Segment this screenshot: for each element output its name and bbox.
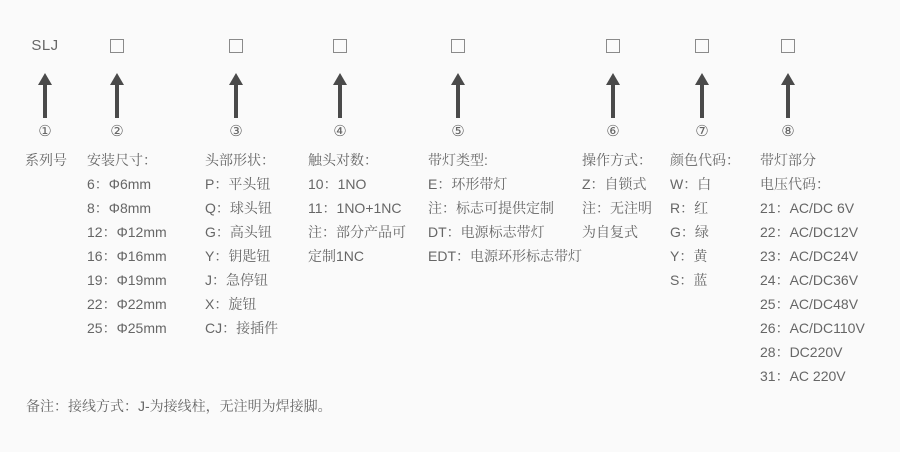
up-arrow-icon xyxy=(780,73,796,118)
option-item: R：红 xyxy=(670,200,709,216)
column-number: ① xyxy=(38,123,52,140)
up-arrow-icon xyxy=(228,73,244,118)
option-item: P：平头钮 xyxy=(205,176,271,192)
column-number: ⑧ xyxy=(781,123,795,140)
column-label: 安装尺寸： xyxy=(87,152,157,168)
column-number: ⑤ xyxy=(451,123,465,140)
option-item: 25：Φ25mm xyxy=(87,320,167,336)
option-item: 6：Φ6mm xyxy=(87,176,152,192)
option-item: 为自复式 xyxy=(582,224,638,240)
option-item: X：旋钮 xyxy=(205,296,257,312)
option-item: J：急停钮 xyxy=(205,272,268,288)
series-code: SLJ xyxy=(31,37,59,54)
option-item: Z：自锁式 xyxy=(582,176,647,192)
option-item: 31：AC 220V xyxy=(760,368,846,384)
option-item: 25：AC/DC48V xyxy=(760,296,859,312)
column-label: 带灯部分 xyxy=(760,152,816,168)
option-item: 23：AC/DC24V xyxy=(760,248,859,264)
option-item: S：蓝 xyxy=(670,272,708,288)
up-arrow-icon xyxy=(109,73,125,118)
column-label: 系列号 xyxy=(25,152,67,168)
option-item: E：环形带灯 xyxy=(428,176,508,192)
code-box xyxy=(229,39,243,53)
option-item: CJ：接插件 xyxy=(205,320,279,336)
up-arrow-icon xyxy=(605,73,621,118)
option-item: 12：Φ12mm xyxy=(87,224,167,240)
option-item: 26：AC/DC110V xyxy=(760,320,865,336)
option-item: 注：无注明 xyxy=(582,200,652,216)
column-label: 触头对数： xyxy=(308,152,378,168)
option-item: 21：AC/DC 6V xyxy=(760,200,855,216)
up-arrow-icon xyxy=(37,73,53,118)
column-label: 操作方式： xyxy=(582,152,652,168)
up-arrow-icon xyxy=(332,73,348,118)
column-number: ⑦ xyxy=(695,123,709,140)
code-box xyxy=(333,39,347,53)
option-item: 19：Φ19mm xyxy=(87,272,167,288)
column-sublabel: 电压代码： xyxy=(760,176,830,192)
option-item: 16：Φ16mm xyxy=(87,248,167,264)
column-label: 头部形状： xyxy=(205,152,275,168)
option-item: G：高头钮 xyxy=(205,224,272,240)
option-item: 24：AC/DC36V xyxy=(760,272,859,288)
option-item: Y：黄 xyxy=(670,248,708,264)
column-label: 带灯类型: xyxy=(428,152,488,168)
column-number: ④ xyxy=(333,123,347,140)
option-item: Y：钥匙钮 xyxy=(205,248,271,264)
option-item: G：绿 xyxy=(670,224,709,240)
code-box xyxy=(781,39,795,53)
code-box xyxy=(695,39,709,53)
option-item: 28：DC220V xyxy=(760,344,843,360)
code-box xyxy=(606,39,620,53)
footnote: 备注：接线方式：J-为接线柱，无注明为焊接脚。 xyxy=(26,398,332,414)
option-item: 10：1NO xyxy=(308,176,367,192)
code-box xyxy=(451,39,465,53)
up-arrow-icon xyxy=(694,73,710,118)
code-box xyxy=(110,39,124,53)
up-arrow-icon xyxy=(450,73,466,118)
column-number: ⑥ xyxy=(606,123,620,140)
option-item: 注：部分产品可 xyxy=(308,224,406,240)
option-item: EDT：电源环形标志带灯 xyxy=(428,248,582,264)
option-item: 11：1NO+1NC xyxy=(308,200,402,216)
option-item: 22：Φ22mm xyxy=(87,296,167,312)
option-item: 8：Φ8mm xyxy=(87,200,152,216)
column-label: 颜色代码： xyxy=(670,152,740,168)
option-item: DT：电源标志带灯 xyxy=(428,224,545,240)
option-item: 22：AC/DC12V xyxy=(760,224,859,240)
column-number: ③ xyxy=(229,123,243,140)
column-number: ② xyxy=(110,123,124,140)
option-item: 注：标志可提供定制 xyxy=(428,200,554,216)
option-item: 定制1NC xyxy=(308,248,365,264)
option-item: Q：球头钮 xyxy=(205,200,272,216)
option-item: W：白 xyxy=(670,176,712,192)
